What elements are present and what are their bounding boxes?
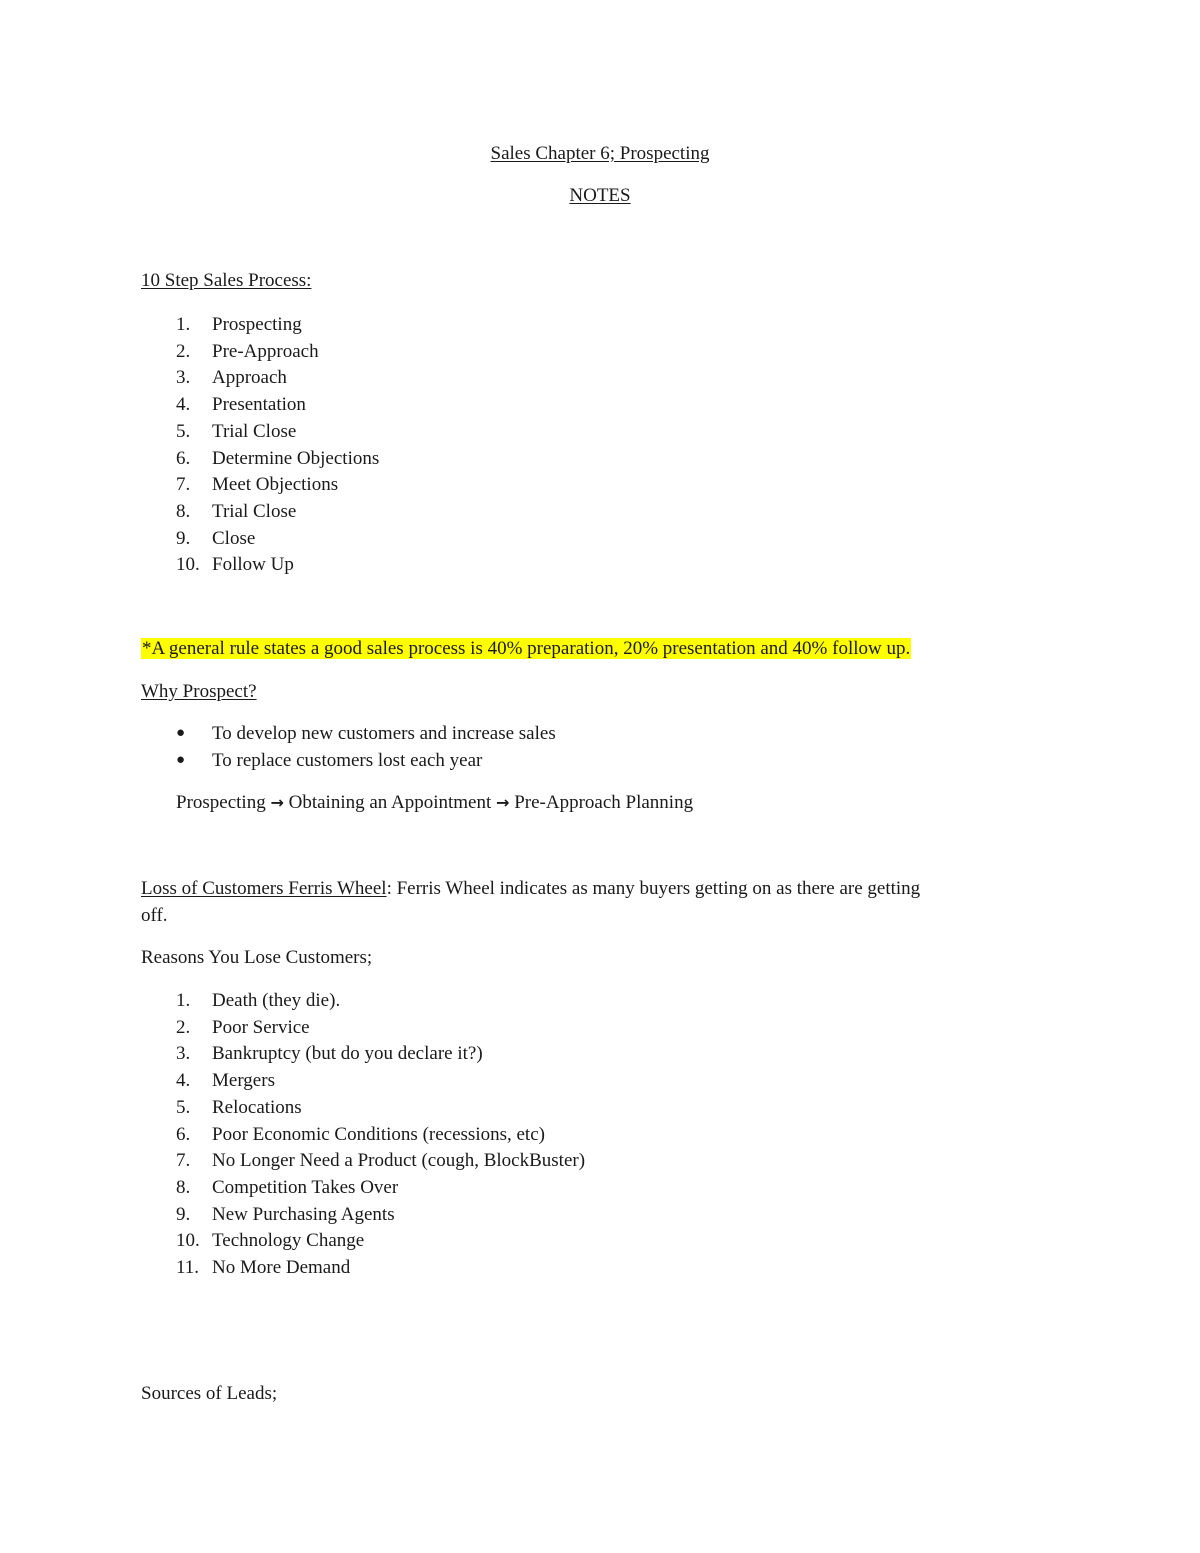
document-title: Sales Chapter 6; Prospecting (490, 143, 710, 164)
list-number: 2. (176, 340, 191, 362)
list-number: 3. (176, 367, 191, 389)
list-item-text: Trial Close (212, 500, 297, 522)
flow-step: Pre-Approach Planning (509, 792, 694, 813)
ferris-term: Loss of Customers Ferris Wheel (141, 878, 387, 899)
list-number: 7. (176, 474, 191, 496)
ferris-definition-continued: off. (141, 905, 168, 926)
ferris-definition-text: : Ferris Wheel indicates as many buyers getting on as there are getting (386, 878, 921, 899)
bullet-text: To replace customers lost each year (212, 750, 483, 771)
list-number: 4. (176, 1070, 191, 1092)
list-item-text: Close (212, 527, 256, 549)
list-item-text: Meet Objections (212, 474, 339, 496)
steps-heading: 10 Step Sales Process: (141, 270, 312, 291)
ferris-definition (141, 878, 920, 900)
right-arrow-icon: → (496, 793, 510, 812)
list-number: 6. (176, 447, 191, 469)
list-number: 4. (176, 394, 191, 416)
list-item-text: No Longer Need a Product (cough, BlockBuster) (212, 1150, 586, 1172)
list-item-text: New Purchasing Agents (212, 1203, 395, 1225)
list-item-text: Technology Change (212, 1230, 365, 1252)
list-item-text: Follow Up (212, 554, 294, 576)
list-item-text: Competition Takes Over (212, 1176, 399, 1198)
list-number: 8. (176, 500, 191, 522)
list-number: 2. (176, 1016, 191, 1038)
list-item-text: No More Demand (212, 1257, 351, 1278)
list-number: 1. (176, 990, 191, 1011)
process-flow (176, 792, 693, 814)
list-number: 10. (176, 1230, 200, 1252)
list-number: 3. (176, 1043, 191, 1065)
highlighted-text: *A general rule states a good sales process is 40% preparation, 20% presentation and 40% follow up. (142, 638, 911, 659)
list-item-text: Determine Objections (212, 447, 380, 469)
list-number: 1. (176, 314, 191, 335)
list-number: 10. (176, 554, 200, 576)
list-number: 9. (176, 527, 191, 549)
list-item-text: Mergers (212, 1070, 275, 1092)
list-item-text: Poor Economic Conditions (recessions, etc) (212, 1123, 545, 1145)
list-item-text: Bankruptcy (but do you declare it?) (212, 1043, 483, 1065)
list-item-text: Pre-Approach (212, 340, 319, 362)
sources-heading: Sources of Leads; (141, 1383, 278, 1404)
bullet-dot-icon: ● (176, 752, 186, 768)
list-item-text: Relocations (212, 1096, 302, 1118)
list-number: 6. (176, 1123, 191, 1145)
list-item-text: Presentation (212, 394, 306, 416)
why-heading: Why Prospect? (141, 681, 257, 702)
rule-note (141, 638, 911, 660)
list-number: 7. (176, 1150, 191, 1172)
list-number: 11. (176, 1257, 200, 1278)
right-arrow-icon: → (270, 793, 284, 812)
document-subtitle: NOTES (569, 185, 631, 206)
flow-step: Prospecting (176, 792, 271, 813)
list-item-text: Approach (212, 367, 287, 389)
list-item-text: Poor Service (212, 1016, 310, 1038)
list-number: 5. (176, 1096, 191, 1118)
flow-step: Obtaining an Appointment (283, 792, 497, 813)
list-number: 5. (176, 420, 191, 442)
list-item-text: Trial Close (212, 420, 297, 442)
bullet-dot-icon: ● (176, 725, 186, 741)
list-item-text: Prospecting (212, 314, 302, 335)
bullet-text: To develop new customers and increase sales (212, 723, 556, 744)
list-number: 9. (176, 1203, 191, 1225)
list-number: 8. (176, 1176, 191, 1198)
reasons-heading: Reasons You Lose Customers; (141, 947, 373, 968)
list-item-text: Death (they die). (212, 990, 341, 1011)
